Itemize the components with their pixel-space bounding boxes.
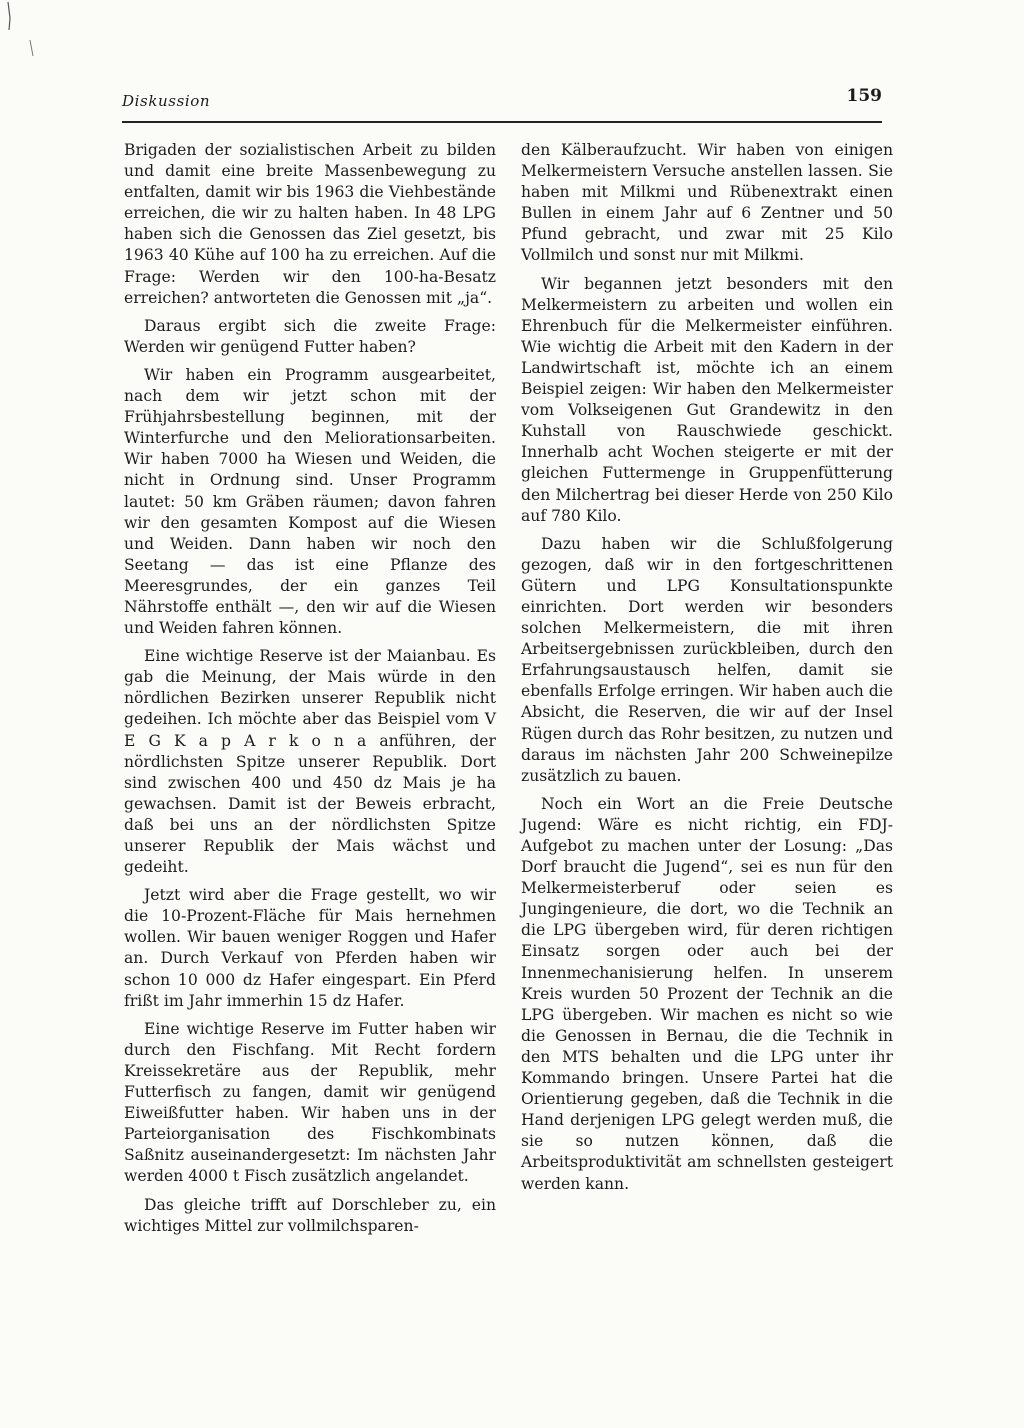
paragraph: Eine wichtige Reserve ist der Maianbau. Es gab die Meinung, der Mais würde in den nördlichen Bezirken unserer Republik nicht gedeihen. Ich möchte aber das Beispiel vom V E G K a p A r k o n a anführen, der nördlichsten Spitze unserer Republik. Dort sind zwischen 400 und 450 dz Mais je ha gewachsen. Damit ist der Beweis erbracht, daß bei uns an der nördlichsten Spitze unserer Republik der Mais wächst und gedeiht. — [124, 647, 496, 877]
paragraph: Wir begannen jetzt besonders mit den Melkermeistern zu arbeiten und wollen ein Ehrenbuch für die Melkermeister einführen. Wie wichtig die Arbeit mit den Kadern in der Landwirtschaft ist, möchte ich an einem Beispiel zeigen: Wir haben den Melkermeister vom Volkseigenen Gut Grandewitz in den Kuhstall von Rauschwiede geschickt. Innerhalb acht Wochen steigerte er mit der gleichen Futtermenge in Gruppenfütterung den Milchertrag bei dieser Herde von 250 Kilo auf 780 Kilo. — [521, 274, 893, 525]
paragraph: Brigaden der sozialistischen Arbeit zu bilden und damit eine breite Massenbewegung zu entfalten, damit wir bis 1963 die Viehbestände erreichen, die wir zu halten haben. In 48 LPG haben sich die Genossen das Ziel gesetzt, bis 1963 40 Kühe auf 100 ha zu erreichen. Auf die Frage: Werden wir den 100-ha-Besatz erreichen? antworteten die Genossen mit „ja“. — [124, 141, 496, 307]
section-title: Diskussion — [122, 92, 211, 110]
running-head — [122, 86, 882, 122]
paragraph: Noch ein Wort an die Freie Deutsche Jugend: Wäre es nicht richtig, ein FDJ-Aufgebot zu machen unter der Losung: „Das Dorf braucht die Jugend“, sei es nun für den Melkermeisterberuf oder seien es Jungingenieure, die dort, wo die Technik an die LPG übergeben wird, für deren richtigen Einsatz sorgen oder auch bei der Innenmechanisierung helfen. In unserem Kreis wurden 50 Prozent der Technik an die LPG übergeben. Wir machen es nicht so wie die Genossen in Bernau, die die Technik in den MTS behalten und die LPG unter ihr Kommando bringen. Unsere Partei hat die Orientierung gegeben, daß die Technik in die Hand derjenigen LPG gelegt werden muß, die sie so nutzen können, daß die Arbeitsproduktivität am schnellsten gesteigert werden kann. — [521, 794, 893, 1193]
paragraph: Das gleiche trifft auf Dorschleber zu, ein wichtiges Mittel zur vollmilchsparen- — [124, 1195, 496, 1235]
paragraph: Eine wichtige Reserve im Futter haben wir durch den Fischfang. Mit Recht fordern Kreissekretäre aus der Republik, mehr Futterfisch zu fangen, damit wir genügend Eiweißfutter haben. Wir haben uns in der Parteiorganisation des Fischkombinats Saßnitz auseinandergesetzt: Im nächsten Jahr werden 4000 t Fisch zusätzlich angelandet. — [124, 1019, 496, 1186]
paragraph: den Kälberaufzucht. Wir haben von einigen Melkermeistern Versuche anstellen lassen. Sie haben mit Milkmi und Rübenextrakt einen Bullen in einem Jahr auf 6 Zentner und 50 Pfund gebracht, und zwar mit 25 Kilo Vollmilch und sonst nur mit Milkmi. — [521, 141, 893, 265]
scan-edge-mark — [0, 0, 40, 60]
header-rule — [122, 121, 882, 123]
right-column — [521, 140, 893, 1202]
paragraph: Wir haben ein Programm ausgearbeitet, nach dem wir jetzt schon mit der Frühjahrsbestellung beginnen, mit der Winterfurche und den Meliorationsarbeiten. Wir haben 7000 ha Wiesen und Weiden, die nicht in Ordnung sind. Unser Programm lautet: 50 km Gräben räumen; davon fahren wir den gesamten Kompost auf die Wiesen und Weiden. Dann haben wir noch den Seetang — das ist eine Pflanze des Meeresgrundes, der ein ganzes Teil Nährstoffe enthält —, den wir auf die Wiesen und Weiden fahren können. — [124, 365, 496, 638]
page-number: 159 — [846, 86, 882, 106]
paragraph: Dazu haben wir die Schlußfolgerung gezogen, daß wir in den fortgeschrittenen Gütern und LPG Konsultationspunkte einrichten. Dort werden wir besonders solchen Melkermeistern, die mit ihren Arbeitsergebnissen zurückbleiben, durch den Erfahrungsaustausch helfen, damit sie ebenfalls Erfolge erringen. Wir haben auch die Absicht, die Reserven, die wir auf der Insel Rügen durch das Rohr besitzen, zu nutzen und daraus im nächsten Jahr 200 Schweinepilze zusätzlich zu bauen. — [521, 534, 893, 785]
paragraph: Jetzt wird aber die Frage gestellt, wo wir die 10-Prozent-Fläche für Mais hernehmen wollen. Wir bauen weniger Roggen und Hafer an. Durch Verkauf von Pferden haben wir schon 10 000 dz Hafer eingespart. Ein Pferd frißt im Jahr immerhin 15 dz Hafer. — [124, 886, 496, 1010]
paragraph: Daraus ergibt sich die zweite Frage: Werden wir genügend Futter haben? — [124, 316, 496, 356]
left-column — [124, 140, 496, 1244]
